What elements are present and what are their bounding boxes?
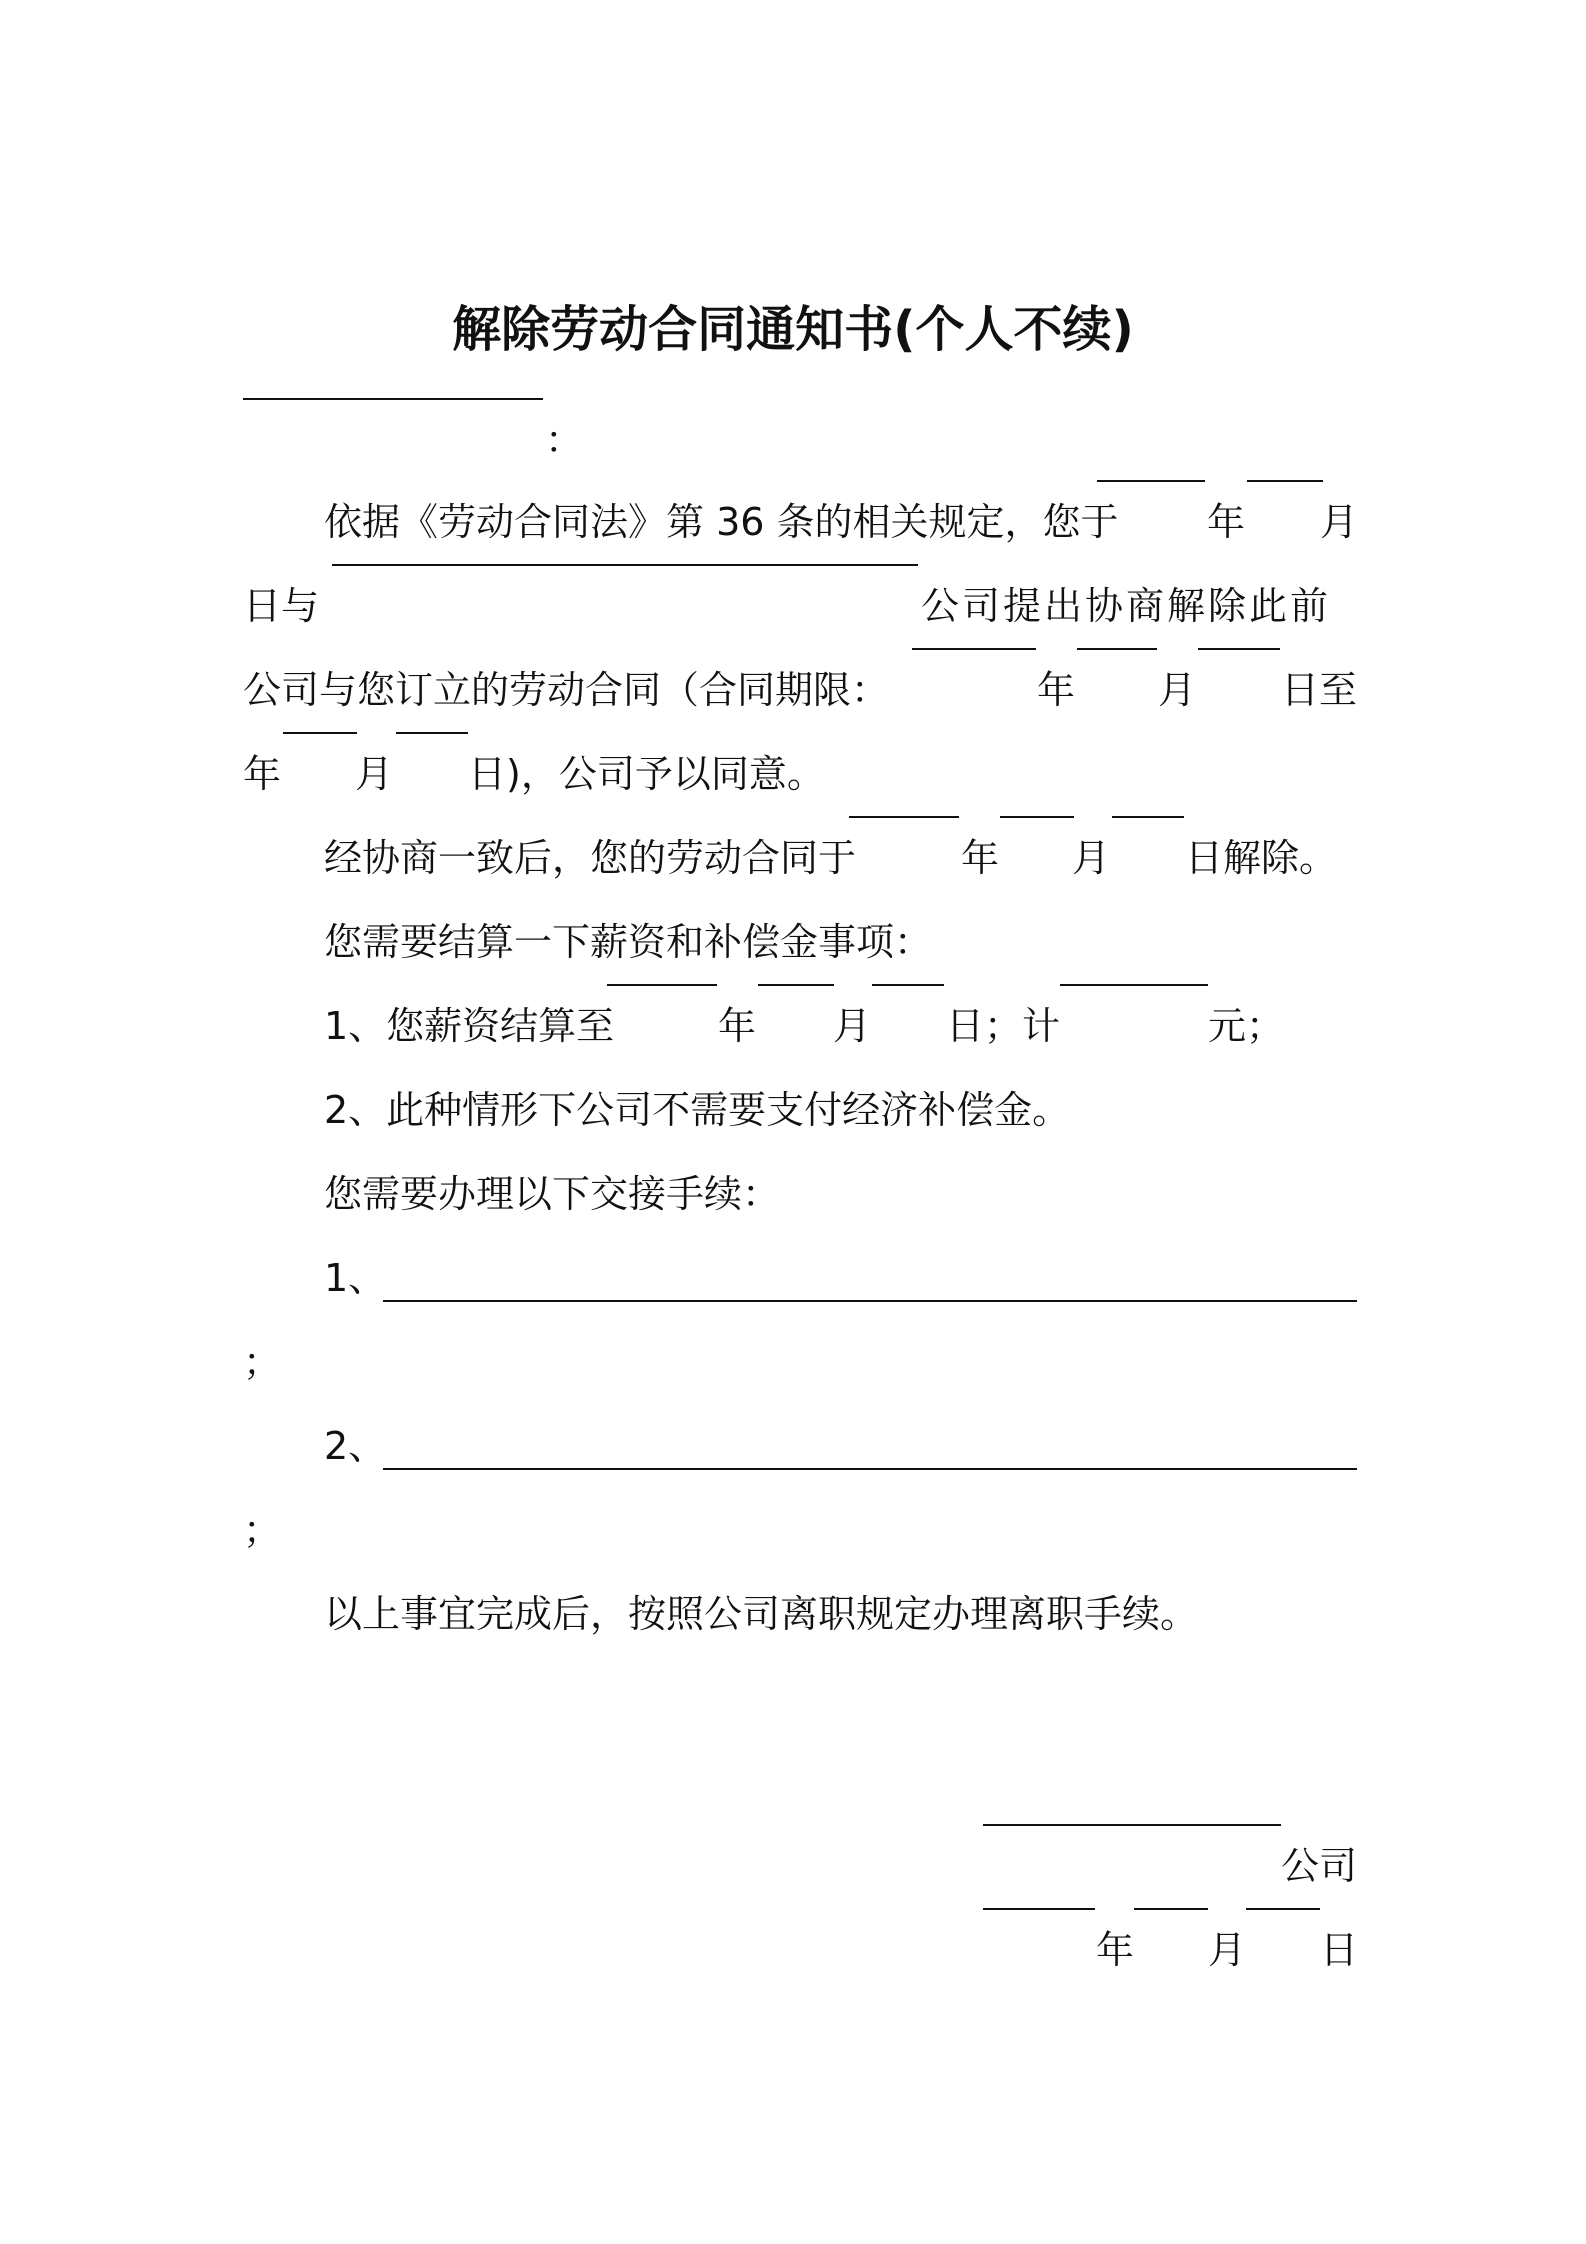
para4-text: 您需要办理以下交接手续： xyxy=(324,1172,781,1216)
signature-month-blank[interactable] xyxy=(1134,1908,1208,1910)
item2-text: 2、此种情形下公司不需要支付经济补偿金。 xyxy=(324,1088,1071,1132)
document-title: 解除劳动合同通知书(个人不续) xyxy=(452,301,1134,358)
item1-text-2: 日；计 xyxy=(946,1004,1061,1048)
para3-text: 您需要结算一下薪资和补偿金事项： xyxy=(324,920,933,964)
signature-company-line xyxy=(0,1824,1586,1908)
handover-item-2-end xyxy=(0,1488,1586,1572)
month-label: 月 xyxy=(355,752,394,796)
term-end-month-blank[interactable] xyxy=(283,732,357,734)
month-label: 月 xyxy=(833,1004,872,1048)
handover-semicolon: ； xyxy=(243,1340,282,1384)
handover-item-1 xyxy=(0,1236,1586,1320)
month-label: 月 xyxy=(1320,500,1359,544)
handover-number: 2、 xyxy=(324,1424,387,1468)
addressee-line xyxy=(0,398,1586,482)
para1-line2 xyxy=(0,564,1586,648)
handover-item-2 xyxy=(0,1404,1586,1488)
para2-text-2: 日解除。 xyxy=(1185,836,1338,880)
para1-text-4: 日)，公司予以同意。 xyxy=(468,752,825,796)
addressee-colon: ： xyxy=(545,418,584,462)
para1-line4 xyxy=(0,732,1586,816)
termination-day-blank[interactable] xyxy=(1112,816,1184,818)
year-label: 年 xyxy=(961,836,1000,880)
salary-day-blank[interactable] xyxy=(872,984,944,986)
signature-year-blank[interactable] xyxy=(983,1908,1095,1910)
start-month-blank[interactable] xyxy=(1247,480,1323,482)
signature-month-label: 月 xyxy=(1208,1928,1247,1972)
signature-year-label: 年 xyxy=(1096,1928,1135,1972)
item1-line xyxy=(0,984,1586,1068)
addressee-blank[interactable] xyxy=(243,398,543,400)
handover-item-1-end xyxy=(0,1320,1586,1404)
day-to-label: 日至 xyxy=(1281,668,1358,712)
month-label: 月 xyxy=(1158,668,1197,712)
para1-text-3: 公司与您订立的劳动合同（合同期限： xyxy=(243,668,890,712)
year-label: 年 xyxy=(1037,668,1076,712)
year-label: 年 xyxy=(1207,500,1246,544)
para4-line xyxy=(0,1152,1586,1236)
closing-line xyxy=(0,1572,1586,1656)
month-label: 月 xyxy=(1072,836,1111,880)
handover-blank-2[interactable] xyxy=(383,1468,1357,1470)
signature-day-blank[interactable] xyxy=(1246,1908,1320,1910)
year-label: 年 xyxy=(718,1004,757,1048)
year-label: 年 xyxy=(243,752,282,796)
termination-month-blank[interactable] xyxy=(1000,816,1074,818)
closing-text: 以上事宜完成后，按照公司离职规定办理离职手续。 xyxy=(324,1592,1199,1636)
day-label: 日与 xyxy=(243,584,320,628)
para3-line xyxy=(0,900,1586,984)
handover-number: 1、 xyxy=(324,1256,387,1300)
para1-text-2: 公司提出协商解除此前 xyxy=(921,584,1332,628)
signature-company-label: 公司 xyxy=(1281,1844,1358,1888)
salary-year-blank[interactable] xyxy=(607,984,717,986)
para1-line3 xyxy=(0,648,1586,732)
handover-semicolon: ； xyxy=(243,1508,282,1552)
company-name-blank[interactable] xyxy=(332,564,918,566)
salary-month-blank[interactable] xyxy=(758,984,834,986)
term-end-day-blank[interactable] xyxy=(396,732,468,734)
para2-text: 经协商一致后，您的劳动合同于 xyxy=(324,836,857,880)
signature-company-blank[interactable] xyxy=(983,1824,1281,1826)
signature-date-line xyxy=(0,1908,1586,1992)
term-start-month-blank[interactable] xyxy=(1077,648,1157,650)
item1-text-3: 元； xyxy=(1208,1004,1285,1048)
item2-line xyxy=(0,1068,1586,1152)
para2-line xyxy=(0,816,1586,900)
signature-day-label: 日 xyxy=(1320,1928,1359,1972)
term-start-day-blank[interactable] xyxy=(1198,648,1280,650)
termination-year-blank[interactable] xyxy=(849,816,959,818)
para1-text: 依据《劳动合同法》第 36 条的相关规定，您于 xyxy=(324,500,1119,544)
para1-line1 xyxy=(0,480,1586,564)
handover-blank-1[interactable] xyxy=(383,1300,1357,1302)
salary-amount-blank[interactable] xyxy=(1060,984,1208,986)
term-start-year-blank[interactable] xyxy=(912,648,1036,650)
item1-text: 1、您薪资结算至 xyxy=(324,1004,615,1048)
start-year-blank[interactable] xyxy=(1097,480,1205,482)
